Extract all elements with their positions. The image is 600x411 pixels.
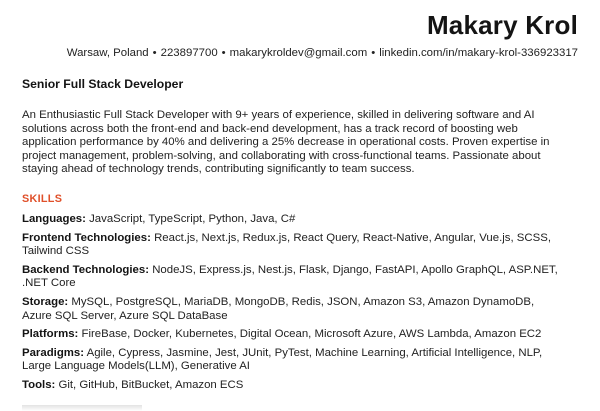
next-section-fade [22, 405, 142, 411]
contact-phone[interactable]: 223897700 [160, 47, 218, 59]
contact-separator: • [152, 47, 157, 59]
skill-tools [22, 379, 562, 393]
skill-platforms [22, 328, 562, 342]
skill-storage [22, 296, 562, 323]
skill-label: Backend Technologies: [22, 263, 150, 276]
job-title: Senior Full Stack Developer [22, 77, 184, 91]
contact-separator: • [371, 47, 376, 59]
skill-value: NodeJS, Express.js, Nest.js, Flask, Django, FastAPI, Apollo GraphQL, ASP.NET, .NET Core [22, 263, 558, 290]
skill-label: Languages: [22, 213, 86, 225]
skill-label: Paradigms: [22, 346, 85, 359]
skill-frontend [22, 232, 562, 259]
contact-line [67, 47, 578, 59]
skill-value: MySQL, PostgreSQL, MariaDB, MongoDB, Redis, JSON, Amazon S3, Amazon DynamoDB, Azure SQL Server, Azure SQL DataBase [22, 295, 535, 322]
skill-value: Agile, Cypress, Jasmine, Jest, JUnit, PyTest, Machine Learning, Artificial Intelligence, NLP, Large Language Models(LLM), Generative AI [22, 346, 543, 373]
skill-languages [22, 213, 562, 227]
skill-label: Platforms: [22, 328, 79, 341]
professional-summary: An Enthusiastic Full Stack Developer with 9+ years of experience, skilled in delivering software and AI solutions across both the front-end and back-end development, has a track record of boosting web application performance by 40% and delivering a 25% decrease in operational costs. Proven expertise in project management, problem-solving, and collaborating with cross-functional teams. Passionate about staying ahead of technology trends, contributing significantly to team success. [22, 109, 550, 176]
skill-value: FireBase, Docker, Kubernetes, Digital Ocean, Microsoft Azure, AWS Lambda, Amazon EC2 [81, 328, 542, 341]
contact-email[interactable]: makarykroldev@gmail.com [229, 47, 368, 59]
skill-value: JavaScript, TypeScript, Python, Java, C# [89, 213, 296, 225]
contact-linkedin[interactable]: linkedin.com/in/makary-krol-336923317 [379, 47, 578, 59]
contact-separator: • [221, 47, 226, 59]
skill-paradigms [22, 347, 562, 374]
candidate-name: Makary Krol [426, 10, 578, 40]
skill-label: Storage: [22, 295, 69, 308]
skill-value: Git, GitHub, BitBucket, Amazon ECS [58, 378, 244, 391]
skills-heading: SKILLS [22, 193, 63, 205]
skill-label: Frontend Technologies: [22, 231, 151, 244]
skill-label: Tools: [22, 378, 56, 391]
contact-location: Warsaw, Poland [66, 47, 149, 59]
skill-value: React.js, Next.js, Redux.js, React Query, React-Native, Angular, Vue.js, SCSS, Tailwind CSS [22, 231, 551, 258]
skills-list [22, 213, 562, 398]
skill-backend [22, 264, 562, 291]
